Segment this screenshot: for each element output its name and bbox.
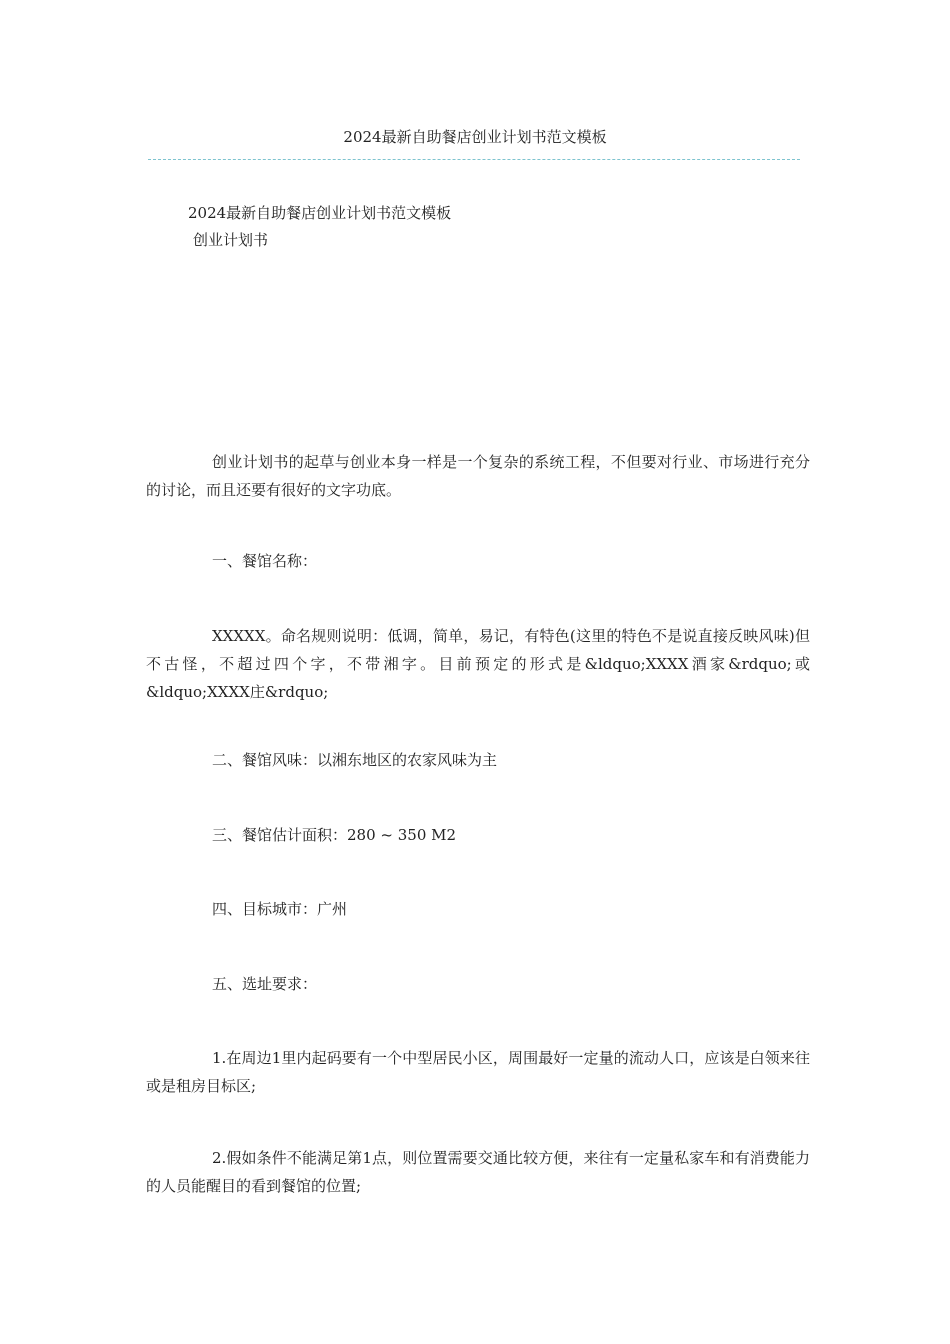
section-heading-name: 一、餐馆名称： <box>212 552 318 570</box>
section-heading-city: 四、目标城市：广州 <box>212 900 348 918</box>
list-item-location-2: 2.假如条件不能满足第1点，则位置需要交通比较方便，来往有一定量私家车和有消费能力的人员能醒目的看到餐馆的位置; <box>146 1149 810 1195</box>
section-heading-flavor: 二、餐馆风味：以湘东地区的农家风味为主 <box>212 751 498 769</box>
list-item-location-1: 1.在周边1里内起码要有一个中型居民小区，周围最好一定量的流动人口，应该是白领来往或是租房目标区; <box>146 1049 810 1095</box>
section-heading-area: 三、餐馆估计面积：280 ~ 350 M2 <box>212 826 457 844</box>
section-heading-location: 五、选址要求： <box>212 975 318 993</box>
document-title: 2024最新自助餐店创业计划书范文模板 <box>188 204 452 222</box>
paragraph-intro: 创业计划书的起草与创业本身一样是一个复杂的系统工程，不但要对行业、市场进行充分的讨论，而且还要有很好的文字功底。 <box>146 453 810 499</box>
document-subtitle: 创业计划书 <box>193 231 269 249</box>
paragraph-naming-rules: XXXXX。命名规则说明：低调，简单，易记，有特色(这里的特色不是说直接反映风味)但不古怪，不超过四个字，不带湘字。目前预定的形式是&ldquo;XXXX酒家&rdquo;或&ldquo;XXXX庄&rdquo; <box>146 627 810 701</box>
page-header-title: 2024最新自助餐店创业计划书范文模板 <box>343 128 607 146</box>
header-divider <box>148 159 800 160</box>
